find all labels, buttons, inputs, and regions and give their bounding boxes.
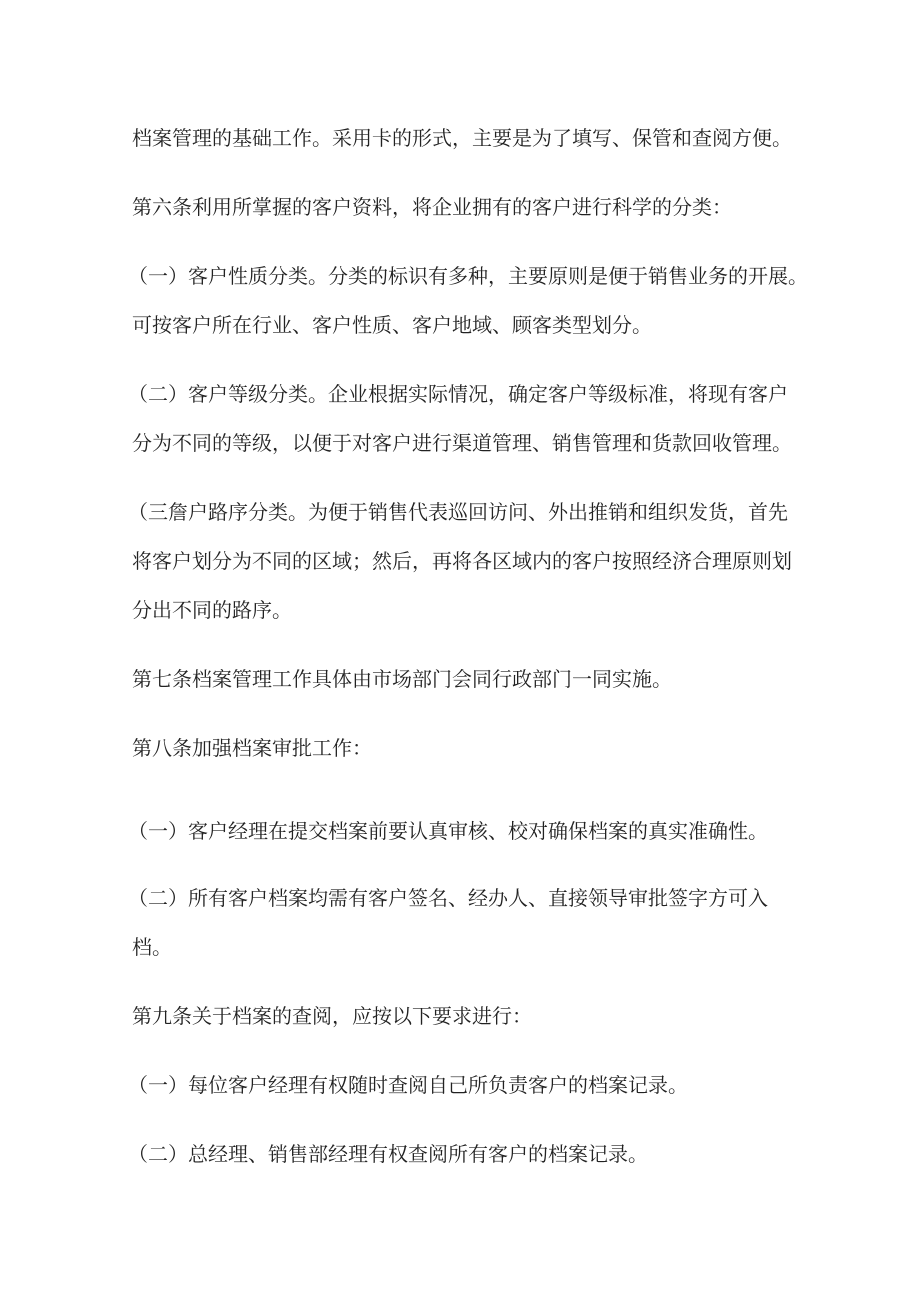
text-line: （三詹户路序分类。为便于销售代表巡回访问、外出推销和组织发货，首先 <box>128 500 788 524</box>
text-line: 第八条加强档案审批工作： <box>132 736 372 760</box>
text-line: 第七条档案管理工作具体由市场部门会同行政部门一同实施。 <box>132 667 672 691</box>
text-line: 将客户划分为不同的区域；然后，再将各区域内的客户按照经济合理原则划 <box>132 549 792 573</box>
text-line: （一）客户性质分类。分类的标识有多种，主要原则是便于销售业务的开展。 <box>128 264 808 288</box>
text-line: 可按客户所在行业、客户性质、客户地域、顾客类型划分。 <box>132 313 652 337</box>
text-line: 第九条关于档案的查阅，应按以下要求进行： <box>132 1004 532 1028</box>
text-line: 档案管理的基础工作。采用卡的形式，主要是为了填写、保管和查阅方便。 <box>132 126 792 150</box>
text-line: （二）总经理、销售部经理有权查阅所有客户的档案记录。 <box>128 1142 648 1166</box>
text-line: （二）所有客户档案均需有客户签名、经办人、直接领导审批签字方可入 <box>128 886 768 910</box>
text-line: 第六条利用所掌握的客户资料，将企业拥有的客户进行科学的分类： <box>132 195 732 219</box>
text-line: 档。 <box>132 935 172 959</box>
text-line: （一）客户经理在提交档案前要认真审核、校对确保档案的真实准确性。 <box>128 819 768 843</box>
text-line: 分出不同的路序。 <box>132 598 292 622</box>
text-line: （二）客户等级分类。企业根据实际情况，确定客户等级标准，将现有客户 <box>128 382 788 406</box>
text-line: （一）每位客户经理有权随时查阅自己所负责客户的档案记录。 <box>128 1073 688 1097</box>
text-line: 分为不同的等级，以便于对客户进行渠道管理、销售管理和货款回收管理。 <box>132 431 792 455</box>
